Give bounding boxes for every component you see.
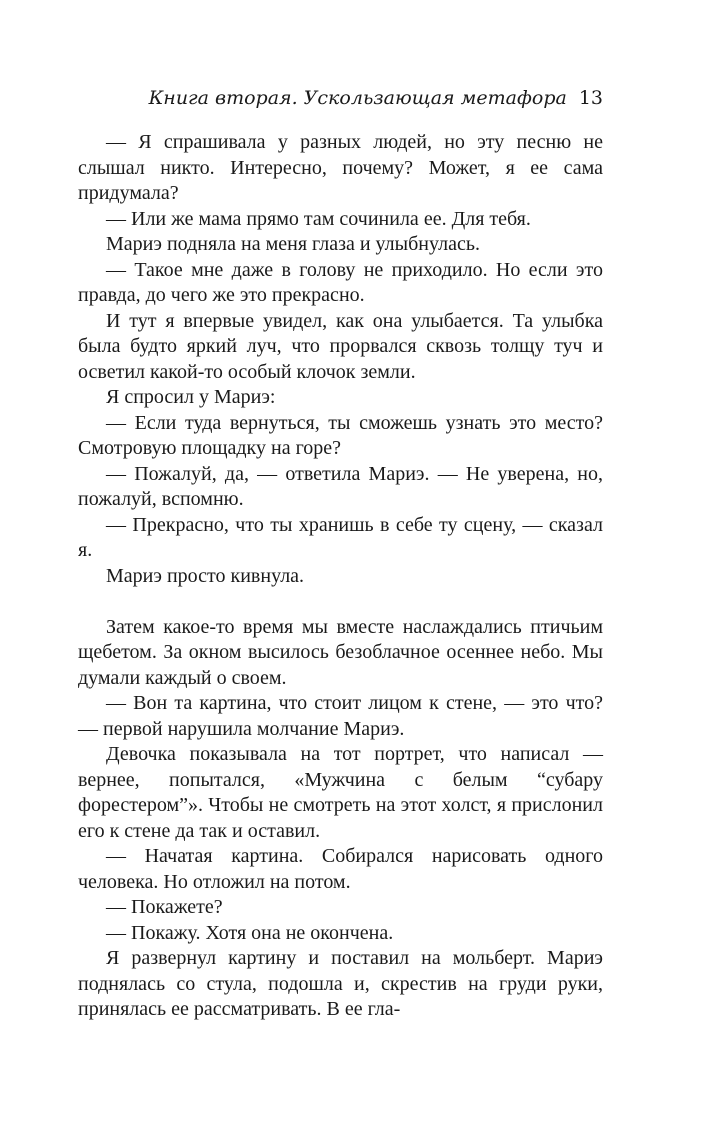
paragraph: — Такое мне даже в голову не приходило. Но если это правда, до чего же это прекрасно. (78, 258, 603, 306)
page-number: 13 (578, 87, 603, 109)
paragraph: Мариэ подняла на меня глаза и улыбнулась. (106, 233, 480, 255)
body-text (78, 130, 603, 1023)
paragraph: — Начатая картина. Собирался нарисовать одного человека. Но отложил на потом. (78, 845, 603, 893)
paragraph: — Вон та картина, что стоит лицом к стене, — это что? — первой нарушила молчание Мариэ. (78, 692, 603, 740)
paragraph: — Я спрашивала у разных людей, но эту песню не слышал никто. Интересно, почему? Может, я ее сама придумала? (78, 131, 603, 204)
paragraph: — Покажете? (106, 896, 223, 918)
paragraph: — Пожалуй, да, — ответила Мариэ. — Не уверена, но, пожалуй, вспомню. (78, 462, 603, 510)
paragraph: — Покажу. Хотя она не окончена. (106, 921, 394, 944)
paragraph: — Или же мама прямо там сочинила ее. Для тебя. (106, 207, 531, 230)
running-header (149, 86, 603, 110)
paragraph: И тут я впервые увидел, как она улыбается. Та улыбка была будто яркий луч, что прорвался сквозь толщу туч и осветил какой-то особый клочок земли. (78, 309, 603, 383)
paragraph: — Прекрасно, что ты хранишь в себе ту сцену, — сказал я. (78, 513, 603, 561)
chapter-title: Книга вторая. Ускользающая метафора (148, 87, 567, 109)
paragraph: Я спросил у Мариэ: (106, 386, 276, 408)
paragraph: Я развернул картину и поставил на мольберт. Мариэ поднялась со стула, подошла и, скрестив на груди руки, принялась ее рассматривать. В ее гла- (78, 947, 603, 1020)
paragraph: Девочка показывала на тот портрет, что написал — вернее, попытался, «Мужчина с белым “субару форестером”». Чтобы не смотреть на этот холст, я прислонил его к стене да так и оставил. (78, 743, 603, 842)
paragraph: Мариэ просто кивнула. (106, 564, 305, 587)
paragraph: Затем какое-то время мы вместе наслаждались птичьим щебетом. За окном высилось безоблачное осеннее небо. Мы думали каждый о своем. (78, 615, 603, 689)
paragraph: — Если туда вернуться, ты сможешь узнать это место? Смотровую площадку на горе? (78, 411, 603, 459)
